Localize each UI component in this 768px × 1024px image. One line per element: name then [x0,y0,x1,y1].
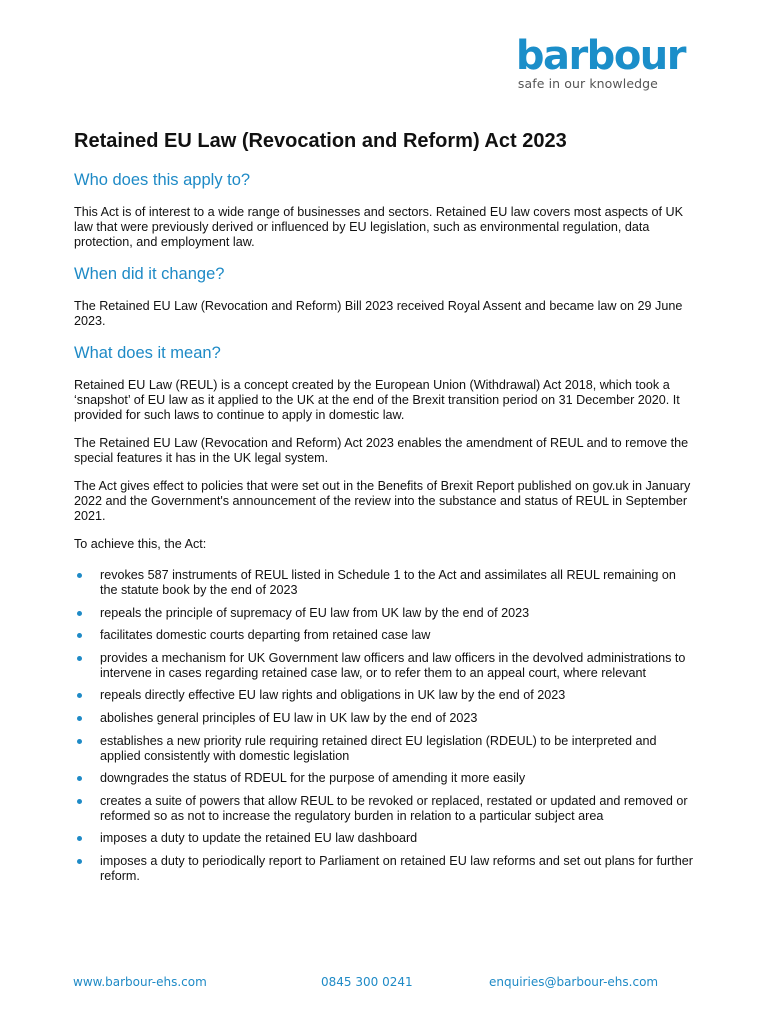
list-item [74,854,694,884]
list-item [74,734,694,764]
list-item-text: creates a suite of powers that allow REUL to be revoked or replaced, restated or updated and removed or reformed so as not to increase the regulatory burden in relation to a particular subject area [100,793,688,823]
list-item-text: imposes a duty to update the retained EU law dashboard [100,831,418,846]
list-item [74,711,694,726]
document-body [74,128,694,892]
bullet-dot-icon [77,776,82,781]
list-item-text: provides a mechanism for UK Government law officers and law officers in the devolved administrations to intervene in cases regarding retained case law, or to refer them to an appeal court, where relevant [100,650,686,680]
list-item-text: revokes 587 instruments of REUL listed in Schedule 1 to the Act and assimilates all REUL remaining on the statute book by the end of 2023 [100,568,676,597]
footer-email-link[interactable]: enquiries@barbour-ehs.com [489,975,659,989]
list-item [74,651,694,681]
list-item-text: imposes a duty to periodically report to Parliament on retained EU law reforms and set out plans for further reform. [100,853,693,883]
list-item [74,628,694,643]
section-heading: Who does this apply to? [74,171,251,189]
section-paragraph: The Retained EU Law (Revocation and Reform) Act 2023 enables the amendment of REUL and to remove the special features it has in the UK legal system. [74,436,689,465]
section-paragraph: The Act gives effect to policies that were set out in the Benefits of Brexit Report published on gov.uk in January 2022 and the Government's announcement of the review into the substance and status of REUL in September 2021. [74,479,691,523]
list-item [74,606,694,621]
footer-website-link[interactable]: www.barbour-ehs.com [73,975,207,989]
bullet-dot-icon [77,573,82,578]
bullet-dot-icon [77,693,82,698]
section-what-it-means [74,342,694,884]
list-item-text: repeals directly effective EU law rights and obligations in UK law by the end of 2023 [100,688,566,703]
section-heading: When did it change? [74,265,225,283]
logo-wordmark: barbour [515,33,685,79]
list-item [74,831,694,846]
act-measures-list [74,568,694,884]
section-paragraph: Retained EU Law (REUL) is a concept created by the European Union (Withdrawal) Act 2018, which took a ‘snapshot’ of EU law as it applied to the UK at the end of the Brexit transition period on 31 December 2020. It provided for such laws to continue to apply in domestic law. [74,378,680,422]
page-title: Retained EU Law (Revocation and Reform) Act 2023 [74,130,567,152]
section-when-changed [74,263,694,329]
section-paragraph: The Retained EU Law (Revocation and Reform) Bill 2023 received Royal Assent and became law on 29 June 2023. [74,299,683,328]
bullet-dot-icon [77,799,82,804]
list-item-text: establishes a new priority rule requiring retained direct EU legislation (RDEUL) to be interpreted and applied consistently with domestic legislation [100,733,657,763]
section-paragraph: To achieve this, the Act: [74,537,207,551]
section-paragraph: This Act is of interest to a wide range of businesses and sectors. Retained EU law covers most aspects of UK law that were previously derived or influenced by EU legislation, such as environmental regulation, data protection, and employment law. [74,205,683,249]
list-item [74,771,694,786]
list-item-text: facilitates domestic courts departing from retained case law [100,628,431,643]
list-item-text: abolishes general principles of EU law in UK law by the end of 2023 [100,710,478,725]
bullet-dot-icon [77,859,82,864]
page-footer [0,975,768,991]
logo-tagline: safe in our knowledge [517,76,658,91]
list-item [74,688,694,703]
bullet-dot-icon [77,739,82,744]
section-heading: What does it mean? [74,344,221,362]
barbour-logo [515,33,685,91]
bullet-dot-icon [77,836,82,841]
section-who-applies [74,169,694,250]
list-item-text: downgrades the status of RDEUL for the purpose of amending it more easily [100,771,526,786]
bullet-dot-icon [77,611,82,616]
footer-phone: 0845 300 0241 [321,975,413,989]
bullet-dot-icon [77,716,82,721]
list-item [74,794,694,824]
bullet-dot-icon [77,633,82,638]
list-item [74,568,694,598]
list-item-text: repeals the principle of supremacy of EU law from UK law by the end of 2023 [100,605,530,620]
bullet-dot-icon [77,656,82,661]
